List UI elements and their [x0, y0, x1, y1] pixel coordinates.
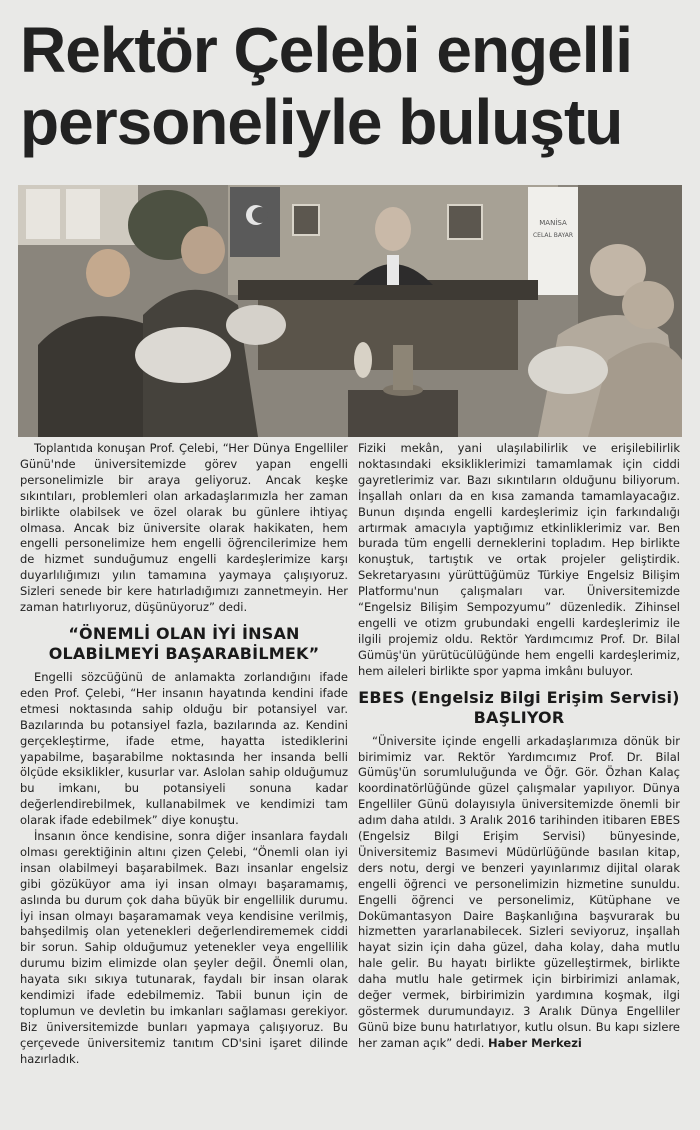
paragraph: Engelli sözcüğünü de anlamakta zorlandığını ifade eden Prof. Çelebi, “Her insanın hayatında kendini ifade etmesi noktasında sahip olduğu bir potansiyel var. Bazılarında bu potansiyel fazla, bazılarında az. Kendini gerçekleştirme, ifade etme, hayatta istediklerini yapabilme, başarabilme noktasında her insanda belli ölçüde eksiklikler, kusurlar var. Aslolan sahip olduğumuz bu imkanı, bu potansiyeli sonuna kadar değerlendirebilmek, kullanabilmek ve kendimizi tam olarak ifade edebilmek” diye konuştu. — [20, 669, 348, 828]
news-photo — [18, 185, 682, 437]
subheading: EBES (Engelsiz Bilgi Erişim Servisi) BAŞLIYOR — [358, 687, 680, 727]
subheading: “ÖNEMLİ OLAN İYİ İNSAN OLABİLMEYİ BAŞARABİLMEK” — [48, 623, 320, 663]
paragraph: İnsanın önce kendisine, sonra diğer insanlara faydalı olması gerektiğinin altını çizen Çelebi, “Önemli olan iyi insan olabilmeyi başarabilmek. Bazı insanlar engelsiz gibi gözüküyor ama iyi insan olmayı başaramamış, aslında bu durum çok daha büyük bir engellilik durumu. İyi insan olmayı başaramamak veya kendisine verilmiş, bahşedilmiş olan yetenekleri değerlendirememek ciddi bir sorun. Sahip olduğumuz yetenekler veya engellilik durumu bizim elimizde olan şeyler değil. Önemli olan, hayata sıkı sıkıya tutunarak, faydalı bir insan olarak kendimizi ifade edebilmemiz. Tabii bunun için de toplumun ve devletin bu imkanları sağlaması gerekiyor. Biz üniversitemizde bunları yapmaya çalışıyoruz. Bu çerçevede üniversitemiz tanıtım CD'sini işaret dilinde hazırladık. — [20, 829, 348, 1066]
paragraph: Toplantıda konuşan Prof. Çelebi, “Her Dünya Engelliler Günü'nde üniversitemizde görev yapan engelli personelimizle bir araya geliyoruz. Ancak keşke sıkıntıları, problemleri olan arkadaşlarımızla her zaman birlikte olabilsek ve özel olarak bu günlere ihtiyaç olmasa. Ancak biz üniversite olarak hakikaten, hem engelli personelimize hem engelli öğrencilerimize hem de hizmet sunduğumuz engelli kardeşlerimize karşı duyarlılığımızı yılın tamamına yaymaya çalışıyoruz. Sizleri senede bir kere hatırladığımızı zannetmeyin. Her zaman hatırlıyoruz, düşünüyoruz” dedi. — [20, 441, 348, 615]
headline: Rektör Çelebi engelli personeliyle buluştu — [20, 14, 633, 158]
paragraph — [358, 734, 680, 1052]
byline: Haber Merkezi — [488, 1035, 582, 1050]
banner-text-bottom: CELAL BAYAR — [532, 232, 574, 239]
banner-text-top: MANİSA — [539, 219, 567, 227]
right-column — [358, 441, 680, 1052]
paragraph: Fiziki mekân, yani ulaşılabilirlik ve erişilebilirlik noktasındaki eksikliklerimizi tamamlamak için ciddi gayretlerimiz var. Bazı sıkıntıların olduğunu biliyorum. İnşallah onları da en kısa zamanda tamamlayacağız. Bunun dışında engelli kardeşlerimiz için farkındalığı artırmak amacıyla yaptığımız etkinliklerimiz var. Ben burada tüm engelli derneklerini topladım. Hep birlikte konuştuk, tartıştık ve ortak projeler geliştirdik. Sekretaryasını yürüttüğümüz Türkiye Engelsiz Bilişim Platformu'nun çalışmaları var. Üniversitemizde “Engelsiz Bilişim Sempozyumu” düzenledik. Zihinsel engelli ve otizm grubundaki engelli kardeşlerimiz ile ilgili projemiz oldu. Rektör Yardımcımız Prof. Dr. Bilal Gümüş'ün yürütücülüğünde hem engelli kardeşlerimiz, hem aileleri birlikte spor yapma imkânı buluyor. — [358, 441, 680, 678]
quote-text: “Üniversite içinde engelli arkadaşlarımıza dönük bir birimimiz var. Rektör Yardımcımız Prof. Dr. Bilal Gümüş'ün sorumluluğunda ve Öğr. Gör. Özhan Kalaç koordinatörlüğünde güzel çalışmalar yapılıyor. Dünya Engelliler Günü dolayısıyla üniversitemizde önemli bir adım daha atıldı. 3 Aralık 2016 tarihinden itibaren EBES (Engelsiz Bilgi Erişim Servisi) bünyesinde, Üniversitemiz Basımevi Müdürlüğünde basılan kitap, ders notu, dergi ve benzeri yayınlarımız dijital olarak engelli öğrenci ve personelimizin hizmetine sunuldu. Engelli öğrenci ve personelimiz, Kütüphane ve Dokümantasyon Daire Başkanlığına başvurarak bu hizmetten yararlanabilecek. Sizleri seviyoruz, inşallah hayat sizin için daha güzel, daha kolay, daha mutlu hale gelir. Bu hayatı birlikte güzelleştirmek, birlikte daha mutlu hale getirmek için birbirimizi anlamak, değer vermek, birbirimizin yardımına koşmak, ilgi göstermek durumundayız. 3 Aralık Dünya Engelliler Günü bize bunu hatırlatıyor, kutlu olsun. Bu kapı sizlere her zaman açık” dedi. — [358, 733, 680, 1050]
left-column — [20, 441, 348, 1068]
office-meeting-photo — [18, 185, 682, 437]
